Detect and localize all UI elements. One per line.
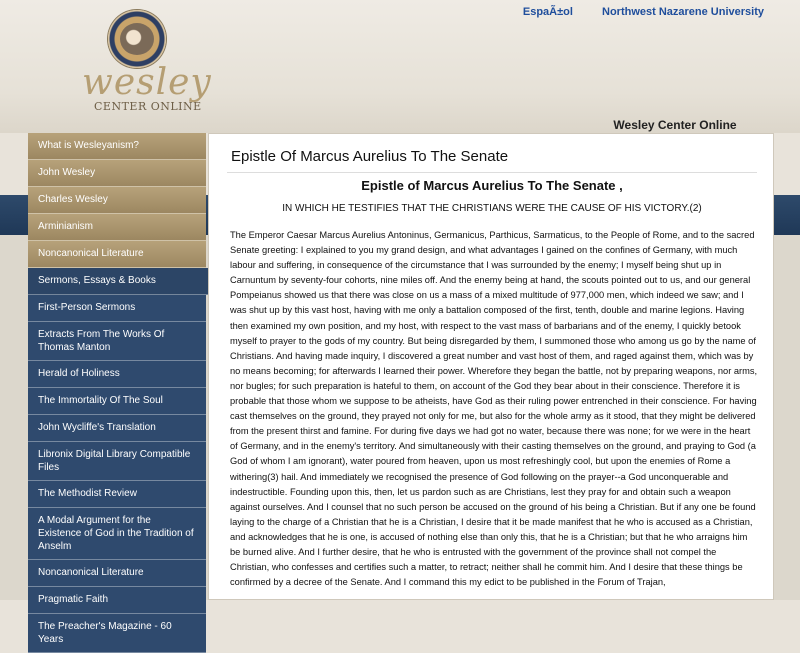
logo-wordmark: wesley <box>82 62 212 103</box>
sidebar-item-noncanonical-2[interactable]: Noncanonical Literature <box>28 560 206 587</box>
language-link[interactable]: EspaÃ±ol <box>522 6 573 18</box>
top-links <box>497 6 764 18</box>
sidebar-item-preachers-magazine[interactable]: The Preacher's Magazine - 60 Years <box>28 614 206 653</box>
sidebar-item-first-person[interactable]: First-Person Sermons <box>28 295 206 322</box>
portrait-icon <box>120 23 154 55</box>
page-title: Epistle Of Marcus Aurelius To The Senate <box>231 148 509 165</box>
seal-icon <box>108 10 166 68</box>
sidebar-item-immortality[interactable]: The Immortality Of The Soul <box>28 388 206 415</box>
sidebar-item-pragmatic-faith[interactable]: Pragmatic Faith <box>28 587 206 614</box>
logo-subtitle: CENTER ONLINE <box>94 100 202 113</box>
sidebar-item-modal-argument[interactable]: A Modal Argument for the Existence of God in the Tradition of Anselm <box>28 508 206 560</box>
sidebar-nav <box>28 133 206 653</box>
sidebar-item-libronix[interactable]: Libronix Digital Library Compatible Files <box>28 442 206 481</box>
logo[interactable] <box>80 8 220 126</box>
article-body: The Emperor Caesar Marcus Aurelius Antoninus, Germanicus, Parthicus, Sarmaticus, to the People of Rome, and to the sacred Senate greeting: I explained to you my grand design, and what advantages I gained on the confines of Germany, with much labour and suffering, in consequence of the circumstance that I was surrounded by the enemy; I myself being shut up in Carnuntum by seventy-four cohorts, nine miles off. And the enemy being at hand, the scouts pointed out to us, and our general Pompeianus showed us that there was close on us a mass of a mixed multitude of 977,000 men, which indeed we saw; and I was shut up by this vast host, having with me only a battalion composed of the first, tenth, double and marine legions. Having then examined my own position, and my host, with respect to the vast mass of barbarians and of the enemy, I quickly betook myself to prayer to the gods of my country. But being disregarded by them, I summoned those who among us go by the name of Christians. And having made inquiry, I discovered a great number and vast host of them, and raged against them, which was by no means becoming; for afterwards I learned their power. Wherefore they began the battle, not by preparing weapons, nor arms, nor bugles; for such preparation is hateful to them, on account of the God they bear about in their conscience. Therefore it is probable that those whom we suppose to be atheists, have God as their ruling power entrenched in their conscience. For having cast themselves on the ground, they prayed not only for me, but also for the whole army as it stood, that they might be delivered from the present thirst and famine. For during five days we had got no water, because there was none; for we were in the heart of Germany, and in the enemy's territory. And simultaneously with their casting themselves on the ground, and praying to God (a God of whom I am ignorant), water poured from heaven, upon us most refreshingly cool, but upon the enemies of Rome a withering(3) hail. And immediately we recognised the presence of God following on the prayer--a God unconquerable and indestructible. Founding upon this, then, let us pardon such as are Christians, lest they pray for and obtain such a weapon against ourselves. And I counsel that no such person be accused on the ground of his being a Christian. But if any one be found laying to the charge of a Christian that he is a Christian, I desire that it be made manifest that he who is accused as a Christian, and acknowledges that he is one, is accused of nothing else than only this, that he is a Christian; but that he who arraigns him be burned alive. And I further desire, that he who is entrusted with the government of the province shall not compel the Christian, who confesses and certifies such a matter, to retract; neither shall he commit him. And I desire that these things be confirmed by a decree of the Senate. And I command this my edict to be published in the Forum of Trajan, <box>230 230 758 588</box>
main-content <box>208 133 774 600</box>
sidebar-item-methodist-review[interactable]: The Methodist Review <box>28 481 206 508</box>
sidebar-item-wycliffe[interactable]: John Wycliffe's Translation <box>28 415 206 442</box>
title-divider <box>227 172 757 173</box>
sidebar-item-sermons-active[interactable]: Sermons, Essays & Books <box>28 268 214 295</box>
sidebar-item-arminianism[interactable]: Arminianism <box>28 214 206 241</box>
nnu-link[interactable]: Northwest Nazarene University <box>602 6 764 18</box>
sidebar-item-wesleyanism[interactable]: What is Wesleyanism? <box>28 133 206 160</box>
epistle-subtitle: IN WHICH HE TESTIFIES THAT THE CHRISTIANS WERE THE CAUSE OF HIS VICTORY.(2) <box>282 203 702 214</box>
sidebar-item-herald[interactable]: Herald of Holiness <box>28 361 206 388</box>
sidebar-item-john-wesley[interactable]: John Wesley <box>28 160 206 187</box>
site-name: Wesley Center Online <box>613 118 737 132</box>
sidebar-item-manton[interactable]: Extracts From The Works Of Thomas Manton <box>28 322 206 361</box>
sidebar-item-charles-wesley[interactable]: Charles Wesley <box>28 187 206 214</box>
epistle-title: Epistle of Marcus Aurelius To The Senate , <box>361 178 623 193</box>
sidebar-item-noncanonical[interactable]: Noncanonical Literature <box>28 241 206 268</box>
